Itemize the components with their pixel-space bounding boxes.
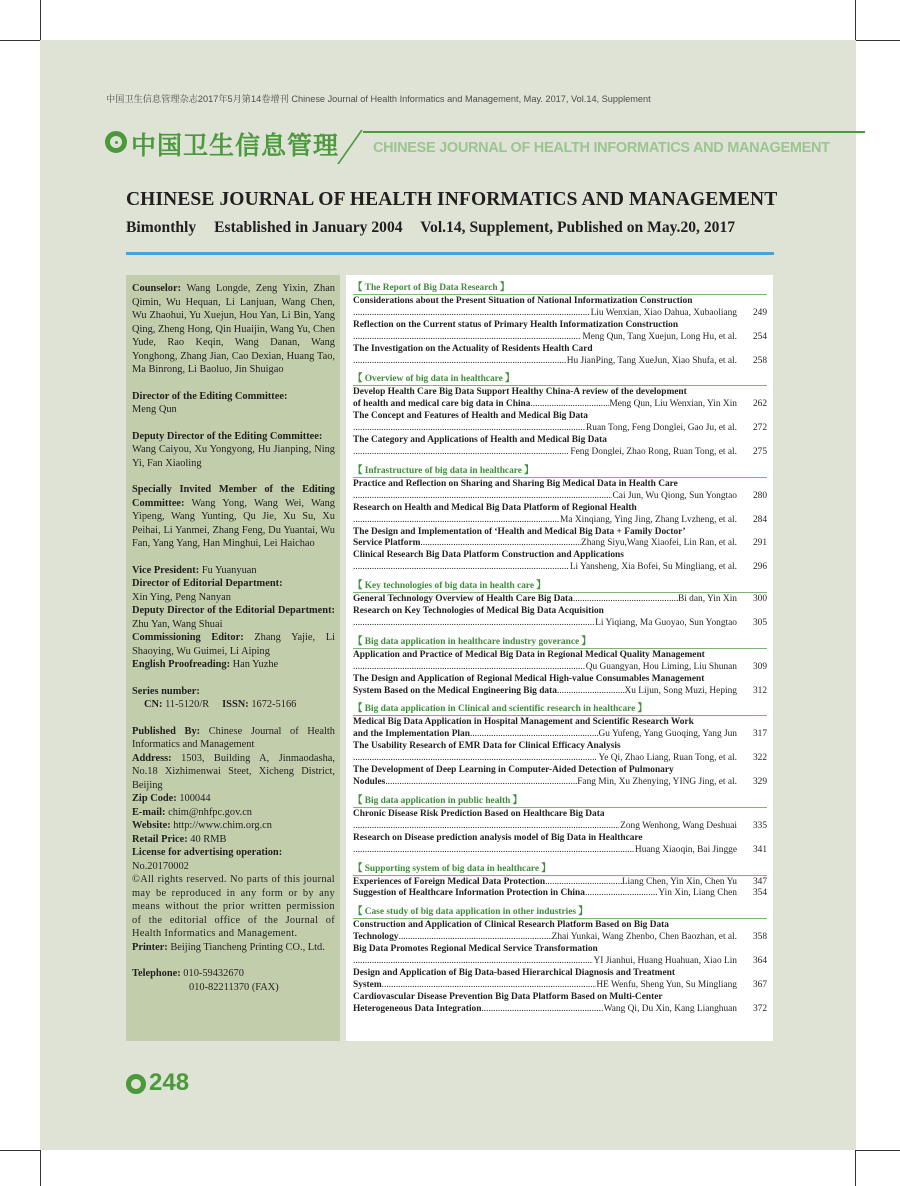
toc-entry[interactable] [353,741,767,765]
toc-entry[interactable] [353,606,767,630]
toc-section-label: 【 Case study of big data application in other industries 】 [353,907,592,917]
toc-entry-authors: Meng Qun, Tang Xuejun, Long Hu, et al. [582,331,737,342]
circle-logo-icon [126,1074,146,1094]
toc-section-heading [353,793,767,809]
toc-entry-authors: Li Yiqiang, Ma Guoyao, Sun Yongtao [595,617,737,628]
toc-section-rule [353,648,767,649]
toc-entry[interactable] [353,674,767,698]
series-label-text: Series number: [132,685,200,697]
toc-leader-dots [353,356,566,368]
commissioning-label: Commissioning Editor: [132,632,244,643]
toc-entry-title: Research on Key Technologies of Medical Big Data Acquisition [353,606,604,617]
toc-entry[interactable] [353,920,767,944]
toc-entry-line [353,308,767,320]
toc-leader-dots [353,308,590,320]
printer-label: Printer: [132,941,168,953]
toc-entry-page: 249 [752,307,767,318]
toc-entry-title: The Investigation on the Actuality of Residents Health Card [353,343,593,354]
toc-entry-line [353,538,767,550]
toc-entry-title-continued: System [353,979,382,990]
telephone-value: 010-59432670 [180,968,244,979]
masthead [105,126,865,160]
email-label: E-mail: [132,806,166,818]
toc-entry[interactable] [353,411,767,435]
toc-entry-line [353,447,767,459]
crop-mark [0,40,40,41]
email-block [132,806,335,820]
toc-entry-title: The Design and Application of Regional Medical High-value Consumables Management [353,673,705,684]
special-member-label: Specially Invited Member of the Editing Committee: [132,484,335,509]
website-block [132,819,335,833]
toc-leader-dots [353,332,581,344]
publisher-label: Published By: [132,725,201,737]
toc-entry-authors: Xu Lijun, Song Muzi, Heping [624,685,737,696]
toc-entry-page: 347 [752,876,767,887]
crop-mark [40,1150,41,1186]
toc-section-heading [353,861,767,877]
toc-entry-line [353,399,767,411]
toc-entry-title-continued: General Technology Overview of Health Care Big Data [353,594,573,605]
toc-section-label: 【 Supporting system of big data in healthcare 】 [353,864,555,874]
toc-entry-page: 305 [752,617,767,628]
toc-entry-page: 300 [752,594,767,605]
toc-entry-page: 296 [752,562,767,573]
toc-section-rule [353,918,767,919]
toc-entry-authors: HE Wenfu, Sheng Yun, Su Mingliang [596,979,737,990]
toc-entry[interactable] [353,809,767,833]
deputy-director-label: Deputy Director of the Editing Committee: [132,430,323,442]
toc-entry-page: 262 [752,399,767,410]
toc-entry-page: 275 [752,446,767,457]
director-name: Meng Qun [132,404,177,415]
printer-block [132,941,335,955]
crop-mark [855,0,856,40]
license-block [132,846,335,860]
toc-entry-line [353,821,767,833]
page-number-text: 248 [149,1069,190,1096]
toc-section-label: 【 Big data application in healthcare industry goverance 】 [353,637,595,647]
toc-section-label: 【 The Report of Big Data Research 】 [353,283,513,293]
telephone-label: Telephone: [132,968,181,979]
proofreading-name: Han Yuzhe [230,659,279,670]
toc-leader-dots [353,845,634,857]
toc-entry-authors: Li Yansheng, Xia Bofei, Su Mingliang, et al. [569,562,737,573]
toc-entry-title-continued: Experiences of Foreign Medical Data Protection [353,876,546,887]
toc-entry-title: Research on Disease prediction analysis model of Big Data in Healthcare [353,832,643,843]
editorial-dir-block [132,577,335,591]
toc-entry-authors: Meng Qun, Liu Wenxian, Yin Xin [609,399,737,410]
toc-section-label: 【 Big data application in Clinical and scientific research in healthcare 】 [353,704,651,714]
toc-entry-title: Design and Application of Big Data-based Hierarchical Diagnosis and Treatment [353,967,675,978]
issn-value: 1672-5166 [248,699,297,710]
toc-entry-title: Chronic Disease Risk Prediction Based on Healthcare Big Data [353,808,605,819]
masthead-cn-title: 中国卫生信息管理 [131,131,340,160]
toc-entry-line [353,845,767,857]
masthead-rule [363,131,865,133]
toc-entry-authors: Zhai Yunkai, Wang Zhenbo, Chen Baozhan, et al. [551,932,737,943]
toc-entry-line [353,491,767,503]
toc-entry[interactable] [353,765,767,789]
toc-entry-title: Construction and Application of Clinical Research Platform Based on Big Data [353,920,669,931]
vp-label: Vice President: [132,564,200,576]
license-value: No.20170002 [132,860,189,872]
toc-entry-authors: Bi dan, Yin Xin [677,594,737,605]
toc-entry-authors: Fang Min, Xu Zhenying, YING Jing, et al. [577,777,737,787]
toc-entry[interactable] [353,992,767,1016]
price-value: 40 RMB [187,833,227,845]
toc-section-rule [353,592,767,593]
commissioning-names: Zhang Yajie, Li Shaoying, Wu Guimei, Li Aiping [132,632,335,657]
toc-entry-page: 291 [752,538,767,549]
toc-section-rule [353,875,767,876]
series-numbers [132,698,335,712]
deputy-director-names: Wang Caiyou, Xu Yongyong, Hu Jianping, Ning Yi, Fan Xiaoling [132,444,335,469]
toc-entry-line [353,980,767,992]
toc-entry-title-continued: Heterogeneous Data Integration [353,1003,482,1014]
toc-entry-page: 284 [752,514,767,525]
toc-leader-dots [573,594,678,606]
editorial-deputy-block [132,604,335,631]
toc-entry-title-continued: System Based on the Medical Engineering Big data [353,685,557,696]
fax-value: 010-82211370 (FAX) [189,981,279,993]
toc-entry-title-continued: Nodules [353,777,386,787]
journal-subtitle [126,219,735,237]
proofreading-block [132,658,335,672]
telephone-block [132,967,335,981]
toc-entry-title: Develop Health Care Big Data Support Healthy China-A review of the development [353,387,687,398]
toc-entry-authors: YI Jianhui, Huang Huahuan, Xiao Lin [593,956,737,967]
toc-entry[interactable] [353,650,767,674]
toc-entry-title: Clinical Research Big Data Platform Construction and Applications [353,550,624,561]
toc-entry-title-continued: Service Platform [353,538,421,549]
counselor-block [132,282,335,377]
circle-logo-icon [105,131,127,153]
toc-entry-line [353,356,767,368]
toc-entry[interactable] [353,503,767,527]
publisher-value: Chinese Journal of Health Informatics and Management [132,725,336,750]
toc-entry-title: Considerations about the Present Situation of National Informatization Construction [353,296,693,306]
masthead-en-title: CHINESE JOURNAL OF HEALTH INFORMATICS AND MANAGEMENT [373,140,830,156]
director-label: Director of the Editing Committee: [132,390,288,402]
toc-section-heading [353,280,767,296]
toc-entry-authors: Liu Wenxian, Xiao Dahua, Xubaoliang [590,307,737,318]
rights-notice: ©All rights reserved. No parts of this journal may be reproduced in any form or by any means without the prior written permission of the editorial office of the Journal of Health Informatics and Management. [132,874,335,939]
toc-entry[interactable] [353,320,767,344]
toc-entry-authors: Zong Wenhong, Wang Deshuai [620,820,737,831]
toc-leader-dots [385,777,577,789]
director-block [132,390,335,404]
zip-block [132,792,335,806]
toc-entry-page: 312 [752,685,767,696]
toc-entry-line [353,423,767,435]
toc-entry-authors: Gu Yufeng, Yang Guoqing, Yang Jun [598,729,737,740]
toc-section-rule [353,477,767,478]
crop-mark [856,40,900,41]
toc-leader-dots [353,447,569,459]
toc-entry-title: The Development of Deep Learning in Computer-Aided Detection of Pulmonary [353,765,674,776]
toc-leader-dots [353,821,619,833]
journal-title: CHINESE JOURNAL OF HEALTH INFORMATICS AND MANAGEMENT [126,189,778,210]
toc-leader-dots [481,1004,603,1016]
zip-label: Zip Code: [132,793,177,804]
toc-entry-authors: Qu Guangyan, Hou Liming, Liu Shunan [585,661,737,672]
commissioning-block [132,631,335,658]
toc-entry[interactable] [353,296,767,320]
toc-section-label: 【 Big data application in public health 】 [353,796,526,806]
toc-entry[interactable] [353,717,767,741]
toc-entry[interactable] [353,479,767,503]
toc-entry-authors: Wang Qi, Du Xin, Kang Lianghuan [603,1003,737,1014]
masthead-info [132,282,335,994]
special-member-block [132,483,335,551]
toc-entry-title-continued: Suggestion of Healthcare Information Protection in China [353,888,585,899]
toc-entry-line [353,729,767,741]
journal-frequency: Bimonthly [126,219,197,236]
toc-section-heading [353,371,767,387]
editorial-deputy-names: Zhu Yan, Wang Shuai [132,618,223,630]
cn-value: 11-5120/R [162,699,210,710]
toc-entry-title: Medical Big Data Application in Hospital Management and Scientific Research Work [353,717,694,728]
toc-entry[interactable] [353,344,767,368]
toc-leader-dots [353,423,585,435]
contents-panel [346,275,773,1041]
toc-entry-line [353,618,767,630]
vp-name: Fu Yuanyuan [199,564,257,576]
toc-entry-line [353,1004,767,1016]
toc-entry-line [353,562,767,574]
toc-entry-authors: Liang Chen, Yin Xin, Chen Yu [621,876,737,887]
toc-entry-page: 364 [752,956,767,967]
address-label: Address: [132,752,172,764]
toc-section-heading [353,701,767,717]
crop-mark [856,1150,900,1151]
toc-entry-authors: Feng Donglei, Zhao Rong, Ruan Tong, et al. [570,446,737,457]
toc-entry-line [353,753,767,765]
toc-leader-dots [353,618,594,630]
toc-entry-line [353,956,767,968]
toc-entry[interactable] [353,435,767,459]
toc-section-heading [353,634,767,650]
toc-entry-line [353,932,767,944]
toc-entry-title: The Design and Implementation of ‘Health and Medical Big Data + Family Doctor’ [353,526,686,537]
toc-entry-page: 367 [752,979,767,990]
crop-mark [855,1150,856,1186]
toc-leader-dots [585,888,658,900]
editorial-deputy-label: Deputy Director of the Editorial Department: [132,605,335,616]
toc-entry-page: 372 [752,1003,767,1014]
toc-section-rule [353,385,767,386]
special-member-names: Wang Yong, Wang Wei, Wang Yipeng, Wang Yunting, Qu Jie, Xu Su, Xu Peihai, Li Yanmei, Zhang Feng, Du Yuantai, Wu Fan, Yang Yang, Han Minghui, Lei Haichao [132,497,335,549]
toc-entry-authors: Yin Xin, Liang Chen [658,888,737,899]
journal-issue: Vol.14, Supplement, Published on May.20, 2017 [420,219,736,236]
counselor-label: Counselor: [132,283,182,294]
license-label: License for advertising operation: [132,847,283,858]
crop-mark [40,0,41,40]
toc-entry[interactable] [353,877,767,889]
toc-entry-page: 254 [752,331,767,342]
editorial-dir-label: Director of Editorial Department: [132,578,283,589]
toc-leader-dots [530,399,609,411]
running-head: 中国卫生信息管理杂志2017年5月第14卷增刊 Chinese Journal of Health Informatics and Management, May. 2017, Vol.14, Supplement [106,94,651,104]
toc-section-rule [353,294,767,295]
website-label: Website: [132,820,171,831]
issn-label: ISSN: [222,699,249,710]
toc-entry-page: 341 [752,844,767,855]
toc-entry-line [353,877,767,889]
address-value: 1503, Building A, Jinmaodasha, No.18 Xizhimenwai Steet, Xicheng District, Beijing [132,752,335,791]
cn-label: CN: [144,699,163,710]
toc-leader-dots [420,538,581,550]
toc-entry-authors: Ma Xinqiang, Ying Jing, Zhang Lvzheng, et al. [560,514,737,525]
price-label: Retail Price: [132,833,188,845]
toc-entry[interactable] [353,944,767,968]
toc-entry-authors: Ye Qi, Zhao Liang, Ruan Tong, et al. [598,753,737,764]
toc-section-label: 【 Overview of big data in healthcare 】 [353,374,519,384]
journal-established: Established in January 2004 [214,219,403,236]
toc-entry-title: Research on Health and Medical Big Data Platform of Regional Health [353,502,637,513]
toc-entry-line [353,662,767,674]
toc-entry[interactable] [353,387,767,411]
toc-entry-authors: Zhang Siyu,Wang Xiaofei, Lin Ran, et al. [581,538,737,549]
toc-entry-authors: Ruan Tong, Feng Donglei, Gao Ju, et al. [586,423,737,434]
table-of-contents [353,280,767,1016]
toc-entry-title: Application and Practice of Medical Big Data in Regional Medical Quality Management [353,649,705,660]
toc-entry-line [353,777,767,789]
toc-entry-page: 280 [752,490,767,501]
toc-leader-dots [545,877,622,889]
crop-mark [0,1150,40,1151]
toc-entry-page: 354 [752,888,767,899]
price-block [132,833,335,847]
toc-leader-dots [353,753,597,765]
zip-value: 100044 [176,793,211,804]
toc-entry-line [353,332,767,344]
toc-entry-page: 335 [752,820,767,831]
toc-leader-dots [353,956,593,968]
toc-entry[interactable] [353,968,767,992]
toc-entry-page: 358 [752,932,767,943]
toc-entry-title: Reflection on the Current status of Primary Health Informatization Construction [353,319,679,330]
toc-entry-page: 322 [752,753,767,764]
toc-entry-title: Practice and Reflection on Sharing and Sharing Big Medical Data in Health Care [353,478,678,489]
vp-block [132,564,335,578]
toc-section-rule [353,715,767,716]
toc-entry-authors: Huang Xiaoqin, Bai Jingge [634,844,737,855]
toc-entry[interactable] [353,833,767,857]
toc-section-rule [353,807,767,808]
title-rule [126,252,774,255]
toc-leader-dots [470,729,599,741]
toc-section-heading [353,904,767,920]
toc-entry[interactable] [353,527,767,551]
toc-leader-dots [557,686,625,698]
address-block [132,752,335,793]
masthead-info-panel [126,275,340,1041]
series-label [132,685,335,699]
toc-entry-title: The Concept and Features of Health and Medical Big Data [353,411,588,422]
editorial-dir-names: Xin Ying, Peng Nanyan [132,591,231,603]
toc-entry-page: 317 [752,729,767,740]
toc-entry-title: The Usability Research of EMR Data for Clinical Efficacy Analysis [353,741,621,752]
publisher-block [132,725,335,752]
toc-leader-dots [353,491,612,503]
toc-entry-authors: Cai Jun, Wu Qiong, Sun Yongtao [612,490,737,501]
email-value: chim@nhfpc.gov.cn [165,806,252,818]
toc-leader-dots [382,980,597,992]
toc-leader-dots [399,932,552,944]
toc-leader-dots [353,662,585,674]
toc-entry-page: 272 [752,423,767,434]
toc-entry-title: Cardiovascular Disease Prevention Big Data Platform Based on Multi-Center [353,991,663,1002]
toc-entry-title-continued: of health and medical care big data in China [353,399,531,410]
toc-entry-line [353,594,767,606]
toc-entry[interactable] [353,550,767,574]
toc-section-label: 【 Key technologies of big data in health care 】 [353,581,550,591]
toc-section-heading [353,463,767,479]
toc-entry-line [353,888,767,900]
proofreading-label: English Proofreading: [132,659,231,670]
toc-entry-title: The Category and Applications of Health and Medical Big Data [353,435,607,446]
toc-entry-title-continued: Technology [353,932,399,943]
toc-entry-page: 258 [752,355,767,366]
masthead-divider [337,130,363,164]
toc-entry-line [353,686,767,698]
toc-entry-page: 329 [752,777,767,787]
toc-entry-authors: Hu JianPing, Tang XueJun, Xiao Shufa, et al. [566,355,737,366]
toc-entry-title: Big Data Promotes Regional Medical Service Transformation [353,944,598,955]
counselor-names: Wang Longde, Zeng Yixin, Zhan Qimin, Wu Hequan, Li Lanjuan, Wang Chen, Wu Zhaohui, Yu Xuejun, Hou Yan, Li Bin, Yang Qing, Zheng Hong, Qin Huaijin, Wang Yu, Chen Yude, Rao Keqin, Wang Danan, Wang Yonghong, Zhang Jian, Cao Dexian, Huang Tao, Ma Binrong, Li Baoluo, Jin Shuigao [132,283,335,375]
toc-entry[interactable] [353,594,767,606]
toc-leader-dots [353,515,559,527]
toc-section-label: 【 Infrastructure of big data in healthcare 】 [353,466,538,476]
deputy-director-block [132,430,335,444]
toc-entry-title-continued: and the Implementation Plan [353,729,470,740]
website-value: http://www.chim.org.cn [170,820,272,831]
toc-leader-dots [353,562,569,574]
toc-entry-page: 309 [752,661,767,672]
toc-entry-line [353,515,767,527]
toc-section-heading [353,578,767,594]
printer-value: Beijing Tiancheng Printing CO., Ltd. [167,941,325,953]
toc-entry[interactable] [353,888,767,900]
